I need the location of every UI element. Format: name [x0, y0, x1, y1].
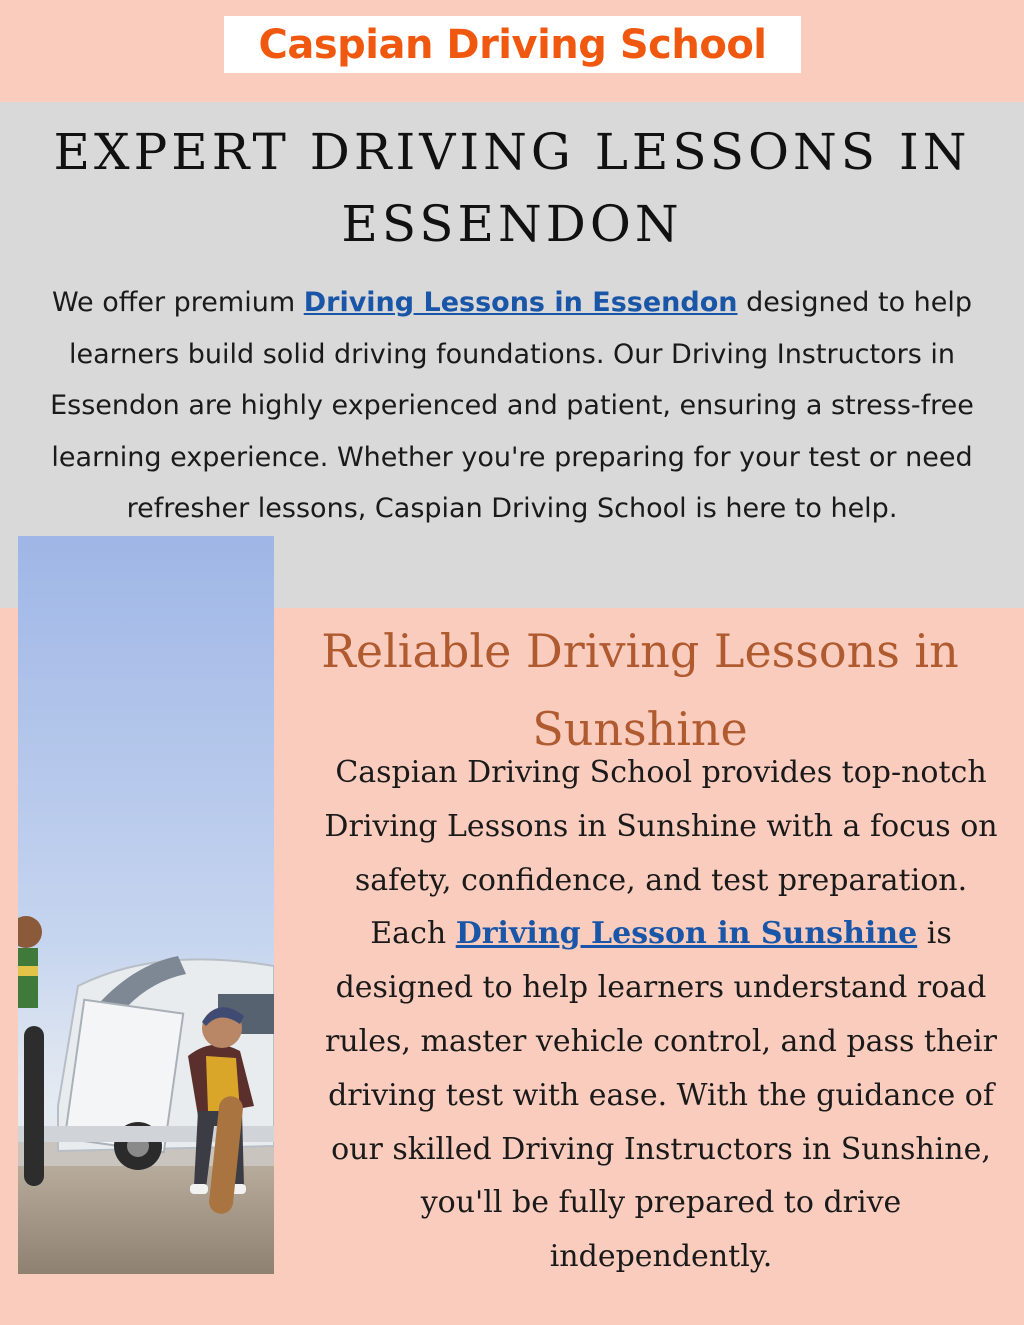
body-text-end: is designed to help learners understand road rules, master vehicle control, and pass their driving test with ease. With the guidance of our skilled Driving Instructors in Sunshine, you'll be fully prepared to drive independently. [325, 916, 997, 1275]
logo-banner [224, 16, 801, 73]
sunshine-body-paragraph [316, 746, 1006, 1284]
driving-lesson-sunshine-link[interactable]: Driving Lesson in Sunshine [455, 916, 918, 952]
intro-text-end: designed to help learners build solid driving foundations. Our Driving Instructors in Essendon are highly experienced and patient, ensuring a stress-free learning experience. Whether you're preparing for your test or need refresher lessons, Caspian Driving School is here to help. [50, 287, 974, 524]
essendon-intro-paragraph [40, 277, 984, 535]
driving-lessons-essendon-link[interactable]: Driving Lessons in Essendon [303, 287, 738, 318]
body-text-start: Caspian Driving School provides top-notch Driving Lessons in Sunshine with a focus on safety, confidence, and test preparation. Each [324, 755, 998, 952]
essendon-heading: EXPERT DRIVING LESSONS IN ESSENDON [53, 123, 971, 253]
logo-text: Caspian Driving School [258, 21, 767, 68]
driving-lesson-photo [18, 536, 274, 1274]
sunshine-heading: Reliable Driving Lessons in Sunshine [321, 624, 959, 756]
intro-text-start: We offer premium [51, 287, 304, 318]
